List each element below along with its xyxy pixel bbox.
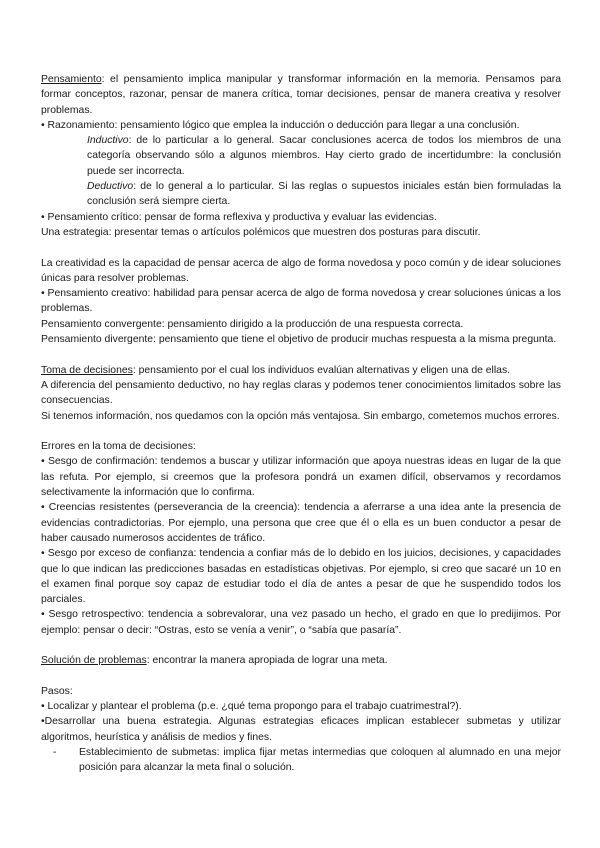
estrategia-line: Una estrategia: presentar temas o artículos polémicos que muestren dos posturas para discutir. [41, 226, 481, 238]
toma-decisiones-paragraph [41, 363, 561, 378]
spacer [41, 424, 561, 439]
pensamiento-critico-bullet: • Pensamiento crítico: pensar de forma reflexiva y productiva y evaluar las evidencias. [41, 211, 437, 223]
paso-localizar: • Localizar y plantear el problema (p.e. ¿qué tema propongo para el trabajo cuatrimestral?). [41, 701, 462, 713]
solucion-problemas-term: Solución de problemas [41, 655, 147, 667]
solucion-problemas-paragraph [41, 653, 561, 668]
submetas-text: Establecimiento de submetas: implica fijar metas intermedias que coloquen al alumnado en una mejor posición para alcanzar la meta final o solución. [79, 747, 561, 774]
deductivo-term: Deductivo [87, 181, 134, 193]
solucion-problemas-definition: : encontrar la manera apropiada de lograr una meta. [146, 655, 388, 667]
toma-decisiones-definition: : pensamiento por el cual los individuos evalúan alternativas y eligen una de ellas. [132, 364, 511, 376]
razonamiento-bullet: • Razonamiento: pensamiento lógico que emplea la inducción o deducción para llegar a una conclusión. [41, 119, 520, 131]
dash-marker: - [53, 747, 57, 759]
decisiones-paragraph-1: A diferencia del pensamiento deductivo, no hay reglas claras y podemos tener conocimientos limitados sobre las consecuencias. [41, 379, 561, 407]
spacer [41, 347, 561, 362]
spacer [41, 240, 561, 255]
pasos-heading: Pasos: [41, 685, 73, 697]
sesgo-confirmacion-bullet: • Sesgo de confirmación: tendemos a buscar y utilizar información que apoya nuestras ideas en lugar de la que las refuta. Por ejemplo, si creemos que la profesora pondrá un examen difícil, observamos y recordamos selectivamente la información que lo confirma. [41, 456, 561, 499]
spacer [41, 638, 561, 653]
pensamiento-creativo-bullet: • Pensamiento creativo: habilidad para pensar acerca de algo de forma novedosa y crear soluciones únicas a los problemas. [41, 288, 561, 315]
pensamiento-definition: : el pensamiento implica manipular y transformar información en la memoria. Pensamos para formar conceptos, razonar, pensar de manera crítica, tomar decisiones, pensar de manera creativa y resolver problemas. [41, 74, 561, 116]
paso-estrategia: •Desarrollar una buena estrategia. Algunas estrategias eficaces implican establecer submetas y utilizar algoritmos, heurística y análisis de medios y fines. [41, 716, 561, 743]
pensamiento-convergente: Pensamiento convergente: pensamiento dirigido a la producción de una respuesta correcta. [41, 318, 464, 330]
errores-heading: Errores en la toma de decisiones: [41, 441, 196, 453]
pensamiento-term: Pensamiento [41, 74, 102, 85]
inductivo-definition: : de lo particular a lo general. Sacar conclusiones acerca de todos los miembros de una categoría observando sólo a algunos miembros. Hay cierto grado de incertidumbre: la conclusión puede ser incorrecta. [87, 135, 561, 177]
document-body [41, 72, 561, 776]
pensamiento-divergente: Pensamiento divergente: pensamiento que tiene el objetivo de producir muchas respuesta a la misma pregunta. [41, 334, 557, 346]
toma-decisiones-term: Toma de decisiones [41, 364, 133, 376]
inductivo-term: Inductivo [87, 135, 129, 147]
deductivo-paragraph [41, 179, 561, 210]
pensamiento-paragraph [41, 72, 561, 118]
sesgo-exceso-confianza-bullet: • Sesgo por exceso de confianza: tendencia a confiar más de lo debido en los juicios, decisiones, y capacidades que lo que indican las predicciones basadas en estadísticas objetivas. Por ejemplo, si creo que sacaré un 10 en el examen final porque soy capaz de estudiar todo el día de antes a pesar de que he suspendido todos los parciales. [41, 548, 561, 606]
sesgo-retrospectivo-bullet: • Sesgo retrospectivo: tendencia a sobrevalorar, una vez pasado un hecho, el grado en que lo predijimos. Por ejemplo: pensar o decir: “Ostras, esto se venía a venir”, o “sabía que pasaría”. [41, 609, 561, 636]
creencias-resistentes-bullet: • Creencias resistentes (perseverancia de la creencia): tendencia a aferrarse a una idea ante la presencia de evidencias contradictorias. Por ejemplo, una persona que cree que él o ella es un buen conductor a pesar de haber causado numerosos accidentes de tráfico. [41, 502, 561, 544]
submetas-list-item [41, 745, 561, 776]
spacer [41, 669, 561, 684]
inductivo-paragraph [41, 133, 561, 179]
decisiones-paragraph-2: Si tenemos información, nos quedamos con la opción más ventajosa. Sin embargo, cometemos muchos errores. [41, 410, 560, 422]
deductivo-definition: : de lo general a lo particular. Si las reglas o supuestos iniciales están bien formuladas la conclusión será siempre cierta. [87, 181, 561, 208]
creatividad-intro: La creatividad es la capacidad de pensar acerca de algo de forma novedosa y poco común y de idear soluciones únicas para resolver problemas. [41, 257, 561, 284]
